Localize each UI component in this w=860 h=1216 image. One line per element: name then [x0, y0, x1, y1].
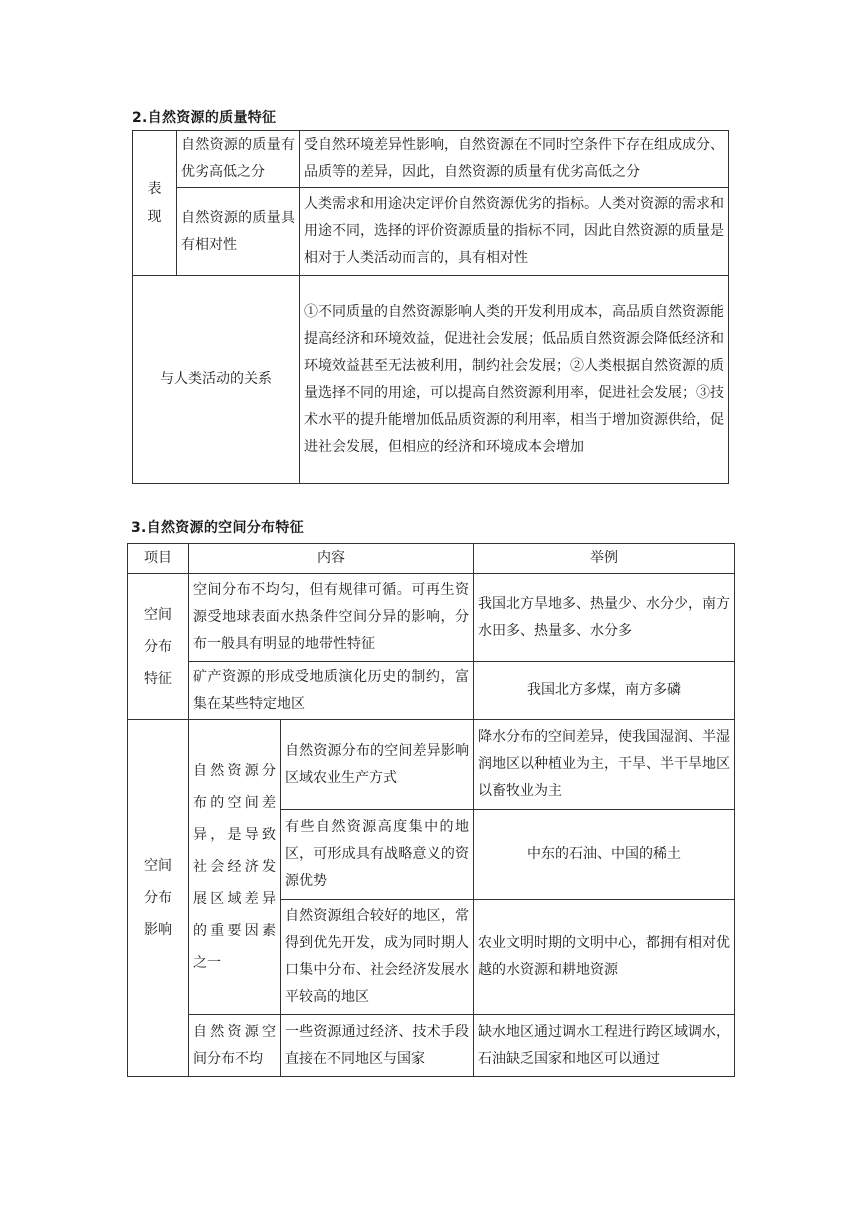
table-row [128, 574, 735, 662]
table-row [133, 188, 729, 276]
content-cell: 矿产资源的形成受地质演化历史的制约，富集在某些特定地区 [189, 662, 474, 720]
relation-text: ①不同质量的自然资源影响人类的开发利用成本，高品质自然资源能提高经济和环境效益，促进社会发展；低品质自然资源会降低经济和环境效益甚至无法被利用，制约社会发展；②人类根据自然资源的质量选择不同的用途，可以提高自然资源利用率，促进社会发展；③技术水平的提升能增加低品质资源的利用率，相当于增加资源供给，促进社会发展，但相应的经济和环境成本会增加 [300, 276, 729, 484]
example-cell: 我国北方旱地多、热量少、水分少，南方水田多、热量多、水分多 [474, 574, 735, 662]
header-example: 举例 [474, 544, 735, 574]
content-cell: 自然资源分布的空间差异影响区域农业生产方式 [281, 720, 474, 810]
content-cell: 自然资源组合较好的地区，常得到优先开发，成为同时期人口集中分布、社会经济发展水平较高的地区 [281, 900, 474, 1015]
example-cell: 我国北方多煤，南方多磷 [474, 662, 735, 720]
example-cell: 缺水地区通过调水工程进行跨区域调水，石油缺乏国家和地区可以通过 [474, 1015, 735, 1077]
example-cell: 中东的石油、中国的稀土 [474, 810, 735, 900]
table-row [133, 276, 729, 484]
characteristics-label: 空间 分布 特征 [128, 574, 189, 720]
header-content: 内容 [189, 544, 474, 574]
content-cell: 有些自然资源高度集中的地区，可形成具有战略意义的资源优势 [281, 810, 474, 900]
table-row [128, 1015, 735, 1077]
example-cell: 降水分布的空间差异，使我国湿润、半湿润地区以种植业为主，干旱、半干旱地区以畜牧业为主 [474, 720, 735, 810]
performance-label: 表 现 [133, 131, 177, 276]
quality-characteristics-table [132, 130, 729, 484]
description-cell: 人类需求和用途决定评价自然资源优劣的指标。人类对资源的需求和用途不同，选择的评价资源质量的指标不同，因此自然资源的质量是相对于人类活动而言的，具有相对性 [300, 188, 729, 276]
table-row [128, 720, 735, 810]
table-row [133, 131, 729, 188]
influence-label: 空间 分布 影响 [128, 720, 189, 1077]
table-row [128, 662, 735, 720]
influence-group-label: 自然资源分布的空间差异，是导致社会经济发展区域差异的重要因素之一 [189, 720, 281, 1015]
section-3-heading: 3.自然资源的空间分布特征 [131, 520, 304, 536]
feature-cell: 自然资源的质量有优劣高低之分 [177, 131, 300, 188]
influence-group-label: 自然资源空间分布不均 [189, 1015, 281, 1077]
example-cell: 农业文明时期的文明中心，都拥有相对优越的水资源和耕地资源 [474, 900, 735, 1015]
header-item: 项目 [128, 544, 189, 574]
relation-label: 与人类活动的关系 [133, 276, 300, 484]
description-cell: 受自然环境差异性影响，自然资源在不同时空条件下存在组成成分、品质等的差异，因此，自然资源的质量有优劣高低之分 [300, 131, 729, 188]
feature-cell: 自然资源的质量具有相对性 [177, 188, 300, 276]
section-2-heading: 2.自然资源的质量特征 [132, 110, 277, 126]
table-header-row [128, 544, 735, 574]
content-cell: 一些资源通过经济、技术手段直接在不同地区与国家 [281, 1015, 474, 1077]
spatial-distribution-table [127, 543, 735, 1077]
content-cell: 空间分布不均匀，但有规律可循。可再生资源受地球表面水热条件空间分异的影响，分布一般具有明显的地带性特征 [189, 574, 474, 662]
